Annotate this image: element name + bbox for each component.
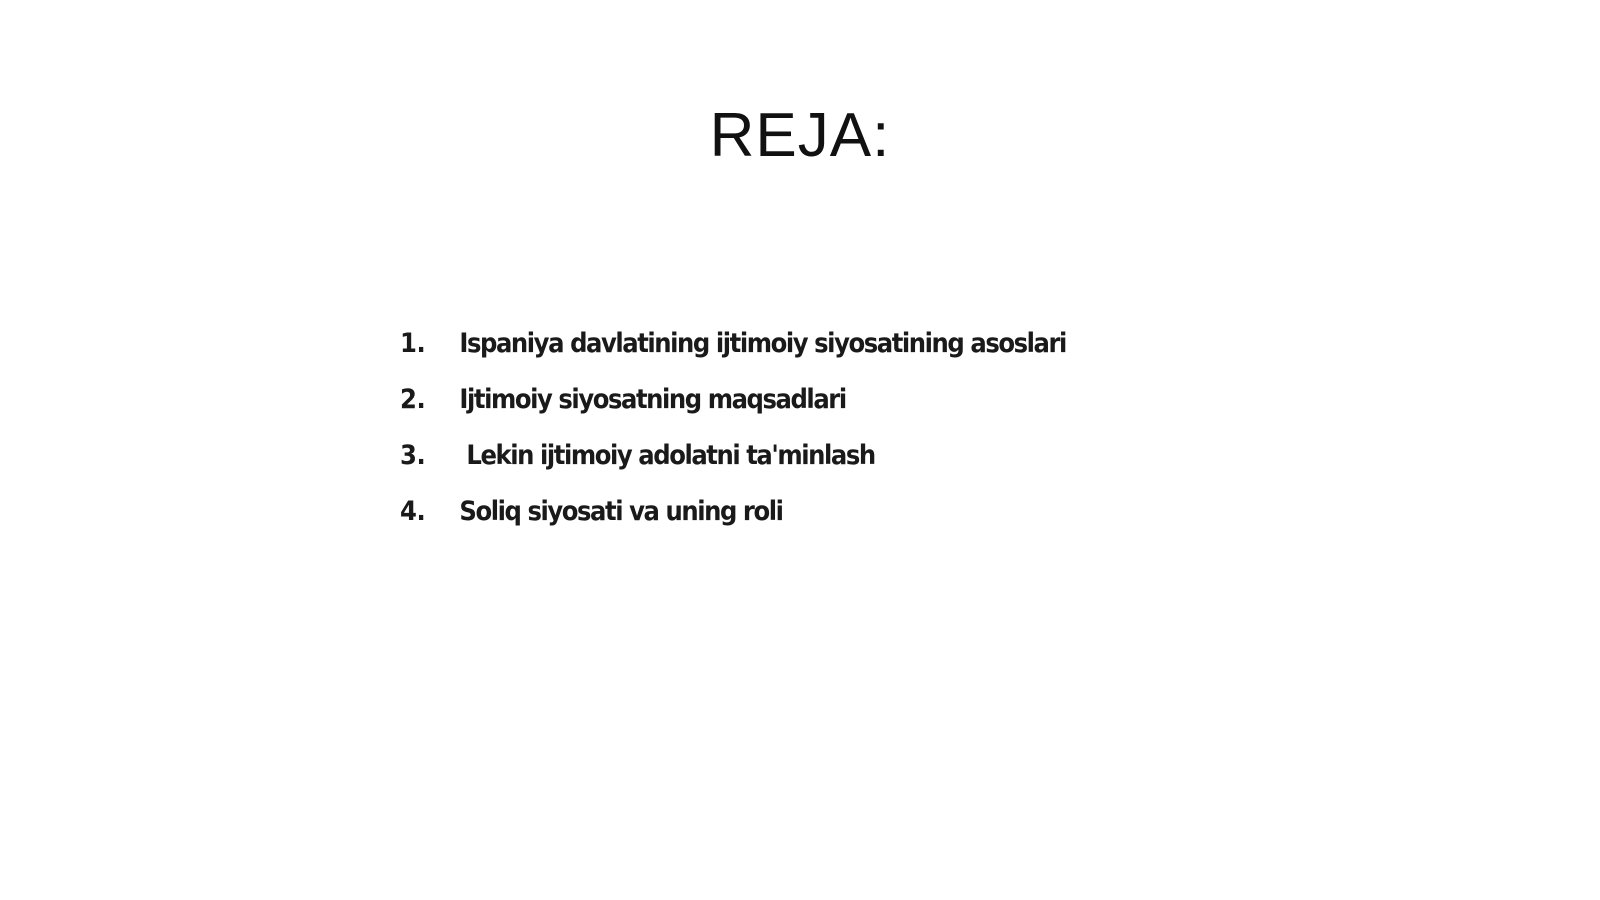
list-item-text: Ispaniya davlatining ijtimoiy siyosatining asoslari [459,328,1066,359]
list-item [400,322,1066,378]
list-item-text: Lekin ijtimoiy adolatni ta'minlash [459,440,875,471]
list-item-number: 3. [400,440,426,471]
list-item-text: Ijtimoiy siyosatning maqsadlari [459,384,846,415]
list-item-text: Soliq siyosati va uning roli [459,496,783,527]
plan-list [400,322,1140,546]
slide-title: REJA: [709,101,891,170]
list-item-number: 1. [400,328,426,359]
list-item [400,490,1066,546]
list-item [400,378,1066,434]
list-item [400,434,1066,490]
list-item-number: 2. [400,384,426,415]
list-item-number: 4. [400,496,426,527]
